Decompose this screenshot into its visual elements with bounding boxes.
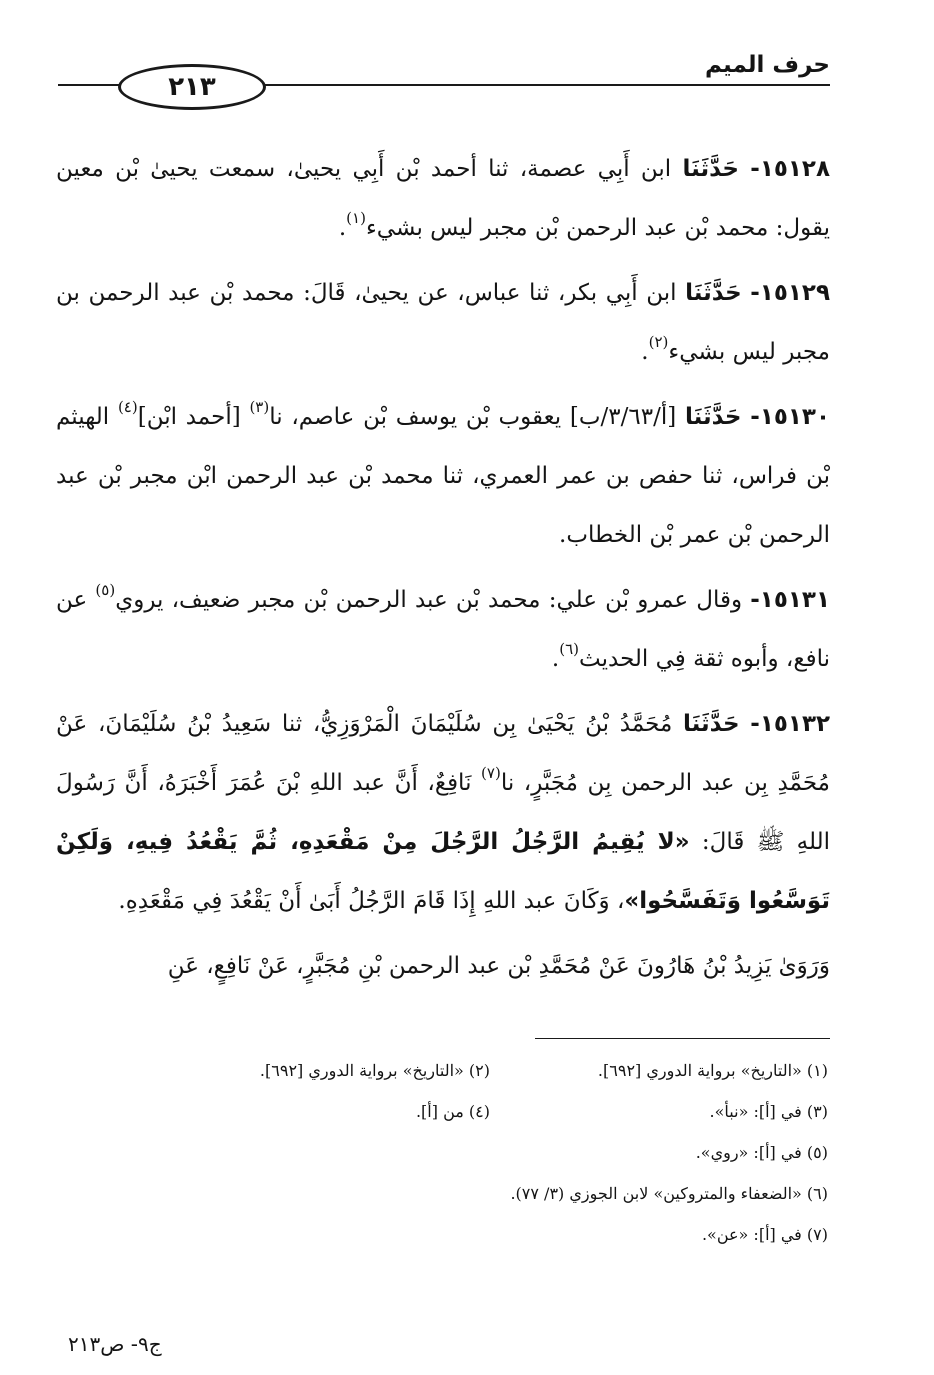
chapter-title: حرف الميم — [705, 52, 830, 78]
entry-text: مُحَمَّدُ بْنُ يَحْيَىٰ بِن سُلَيْمَانَ الْمَرْوَزِيُّ، ثنا سَعِيدُ بْنُ سُلَيْمَانَ، عَنْ مُحَمَّدِ بِن عبد الرحمن بِن مُجَبَّرٍ، نا — [56, 711, 830, 796]
footnote-row — [130, 1091, 828, 1132]
entry-15132 — [56, 695, 830, 931]
entry-text: نَافِعٌ، أَنَّ عبد اللهِ بْنَ عُمَرَ أَخْبَرَهُ، أَنَّ رَسُولَ اللهِ ﷺ قَالَ: — [56, 770, 830, 855]
footnote-3: (٣) في [أ]: «نبأ». — [709, 1102, 828, 1121]
volume-page-reference: ج٩- ص٢١٣ — [68, 1332, 162, 1356]
footnotes — [130, 1050, 828, 1255]
footnote-marker[interactable]: (٤) — [117, 398, 138, 416]
entry-15130 — [56, 388, 830, 565]
entry-text: عن نافع، وأبوه ثقة فِي الحديث — [56, 587, 830, 672]
entry-15129 — [56, 264, 830, 382]
entry-text: وقال عمرو بْن علي: محمد بْن عبد الرحمن بْن مجبر ضعيف، يروي — [115, 587, 743, 613]
entry-text: وَرَوَىٰ يَزِيدُ بْنُ هَارُونَ عَنْ مُحَمَّدِ بْن عبد الرحمن بْنِ مُجَبَّرٍ، عَنْ نَافِعٍ، عَنِ — [167, 953, 830, 979]
entry-text: ابن أَبِي بكر، ثنا عباس، عن يحيىٰ، قَالَ: محمد بْن عبد الرحمن بن مجبر ليس بشيء — [56, 280, 830, 365]
entry-text: ابن أَبِي عصمة، ثنا أحمد بْن أَبِي يحيىٰ، سمعت يحيىٰ بْن معين يقول: محمد بْن عبد الرحمن بْن مجبر ليس بشيء — [56, 156, 830, 241]
entry-text: [أحمد ابْن] — [137, 404, 250, 430]
footnote-marker[interactable]: (٧) — [481, 764, 501, 782]
entry-text: الهيثم بْن فراس، ثنا حفص بن عمر العمري، ثنا محمد بْن عبد الرحمن ابْن مجبر بْن عبد الرحمن بْن عمر بْن الخطاب. — [56, 404, 830, 548]
footnote-1: (١) «التاريخ» برواية الدوري [٦٩٢]. — [597, 1061, 828, 1080]
entry-text: ، وَكَانَ عبد اللهِ إِذَا قَامَ الرَّجُلُ أَبَىٰ أَنْ يَقْعُدَ فِي مَقْعَدِهِ. — [118, 888, 625, 914]
entry-number: ١٥١٣١- — [750, 587, 830, 613]
footnote-marker[interactable]: (٣) — [249, 398, 270, 416]
entry-number: ١٥١٣٢- — [750, 711, 831, 737]
footnote-marker[interactable]: (٥) — [95, 581, 116, 599]
footnote-7: (٧) في [أ]: «عن». — [701, 1225, 828, 1244]
entry-keyword: حَدَّثَنَا — [685, 280, 742, 306]
entry-15128 — [56, 140, 830, 258]
entry-keyword: حَدَّثَنَا — [683, 711, 740, 737]
footnote-marker[interactable]: (٢) — [648, 333, 669, 351]
page-header — [58, 50, 830, 120]
footnote-marker[interactable]: (١) — [346, 209, 366, 227]
entry-number: ١٥١٢٩- — [750, 280, 830, 306]
entry-number: ١٥١٣٠- — [750, 404, 831, 430]
entry-text: . — [641, 339, 649, 365]
entry-keyword: حَدَّثَنَا — [684, 404, 742, 430]
entry-text: [أ/٣/٦٣/ب] يعقوب بْن يوسف بْن عاصم، نا — [269, 404, 677, 430]
footnote-4: (٤) من [أ]. — [415, 1102, 490, 1121]
footnote-2: (٢) «التاريخ» برواية الدوري [٦٩٢]. — [259, 1061, 490, 1080]
main-text — [56, 140, 830, 1002]
footnote-marker[interactable]: (٦) — [559, 640, 580, 658]
footnote-row — [130, 1050, 828, 1091]
continuation-paragraph — [56, 937, 830, 996]
footnote-5: (٥) في [أ]: «روي». — [695, 1143, 828, 1162]
footnote-separator — [535, 1038, 830, 1039]
hadith-quote: «لا يُقِيمُ الرَّجُلُ الرَّجُلَ مِنْ مَقْعَدِهِ، ثُمَّ يَقْعُدُ فِيهِ، وَلَكِنْ تَوَسَّعُوا وَتَفَسَّحُوا» — [56, 829, 830, 914]
entry-text: . — [551, 646, 560, 672]
entry-text: . — [338, 215, 347, 241]
entry-keyword: حَدَّثَنَا — [682, 156, 739, 182]
page-number: ٢١٣ — [118, 64, 266, 110]
entry-15131 — [56, 571, 830, 689]
entry-number: ١٥١٢٨- — [750, 156, 831, 182]
footnote-6: (٦) «الضعفاء والمتروكين» لابن الجوزي (٣/ ٧٧). — [510, 1184, 828, 1203]
